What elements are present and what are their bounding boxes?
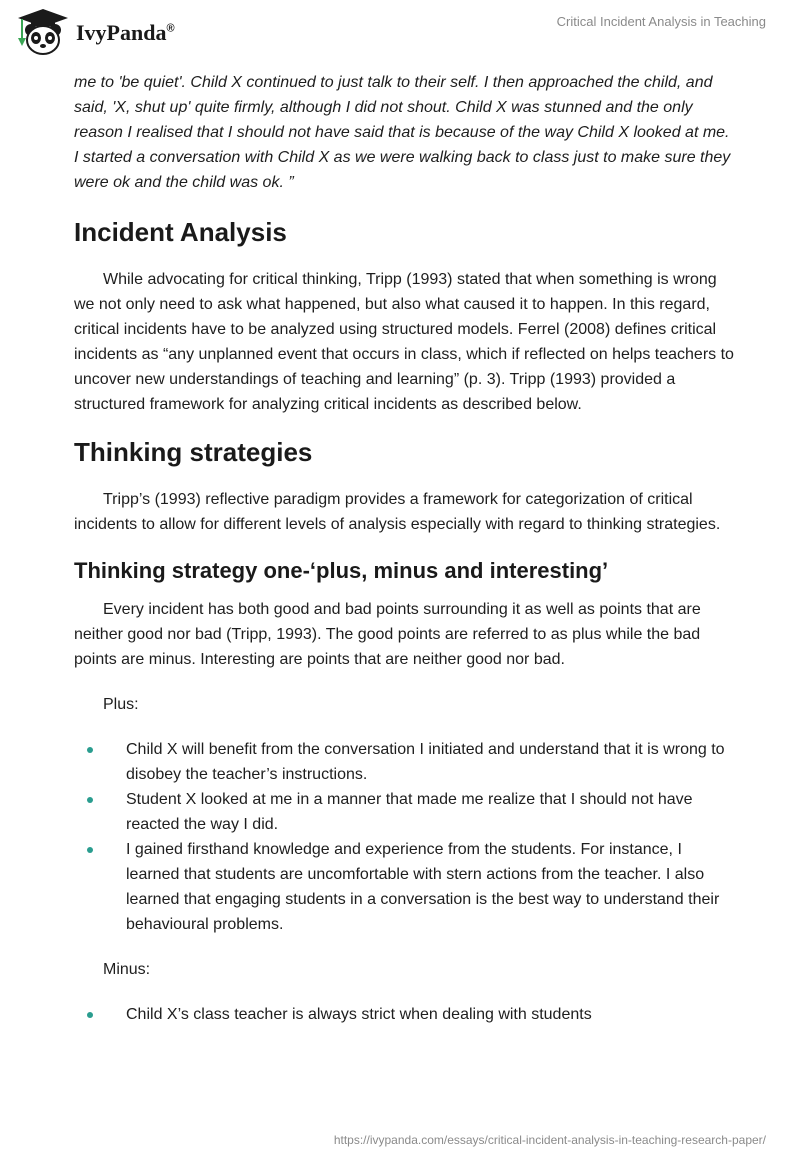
registered-mark: ® — [166, 22, 175, 35]
paragraph-incident-analysis: While advocating for critical thinking, Tripp (1993) stated that when something is wrong we not only need to ask what happened, but also what caused it to happen. In this regard, critical incidents have to be analyzed using structured models. Ferrel (2008) defines critical incidents as “any unplanned event that occurs in class, which if reflected on helps teachers to uncover new understandings of teaching and learning” (p. 3). Tripp (1993) provided a structured framework for analyzing critical incidents as described below. — [74, 271, 734, 413]
brand-logo[interactable] — [76, 20, 175, 46]
quote-paragraph: me to 'be quiet'. Child X continued to just talk to their self. I then approached the child, and said, 'X, shut up' quite firmly, although I did not shout. Child X was stunned and the only reason I realised that I should not have said that is because of the way Child X looked at me. I started a conversation with Child X as we were walking back to class just to make sure they were ok and the child was ok. ” — [74, 74, 731, 191]
essay-content — [74, 70, 734, 1027]
list-item: I gained firsthand knowledge and experience from the students. For instance, I learned that students are uncomfortable with stern actions from the teacher. I also learned that engaging students in a conversation is the best way to understand their behavioural problems. — [73, 837, 734, 937]
brand-name: IvyPanda — [76, 20, 167, 45]
heading-incident-analysis: Incident Analysis — [74, 217, 287, 247]
minus-list — [74, 1002, 734, 1027]
list-item: Student X looked at me in a manner that made me realize that I should not have reacted the way I did. — [73, 787, 734, 837]
plus-label: Plus: — [103, 696, 139, 713]
paragraph-thinking-strategies: Tripp’s (1993) reflective paradigm provides a framework for categorization of critical incidents to allow for different levels of analysis especially with regard to thinking strategies. — [74, 491, 721, 533]
list-item: Child X will benefit from the conversation I initiated and understand that it is wrong to disobey the teacher’s instructions. — [73, 737, 734, 787]
list-item: Child X’s class teacher is always strict when dealing with students — [73, 1002, 734, 1027]
paragraph-strategy-one: Every incident has both good and bad points surrounding it as well as points that are neither good nor bad (Tripp, 1993). The good points are referred to as plus while the bad points are minus. Interesting are points that are neither good nor bad. — [74, 601, 701, 668]
heading-strategy-one: Thinking strategy one-‘plus, minus and interesting’ — [74, 558, 609, 583]
panda-graduate-icon[interactable] — [14, 8, 72, 56]
document-title: Critical Incident Analysis in Teaching — [556, 14, 766, 29]
plus-list — [74, 737, 734, 937]
minus-label: Minus: — [103, 961, 151, 978]
heading-thinking-strategies: Thinking strategies — [74, 437, 313, 467]
source-url[interactable]: https://ivypanda.com/essays/critical-incident-analysis-in-teaching-research-paper/ — [333, 1133, 766, 1147]
page-header — [0, 0, 800, 70]
